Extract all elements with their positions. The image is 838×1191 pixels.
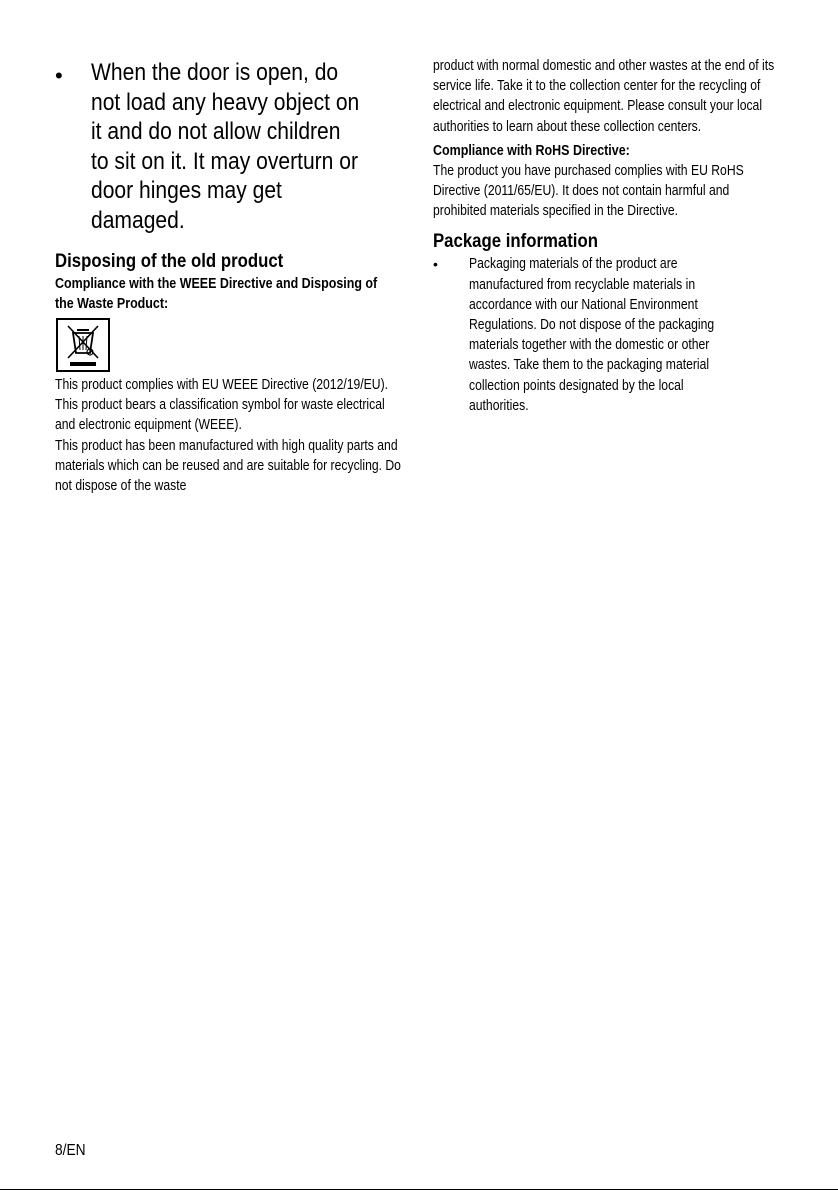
- weee-paragraph-1: This product complies with EU WEEE Directive (2012/19/EU). This product bears a classification symbol for waste electrical and electronic equipment (WEEE).: [55, 377, 389, 434]
- disposing-heading: Disposing of the old product: [55, 250, 284, 272]
- package-heading: Package information: [433, 230, 598, 253]
- weee-paragraph-continued: product with normal domestic and other wastes at the end of its service life. Take it to the collection center for the recycling of electrical and electronic equipment. Please consult your local authorities to learn about these collection centers.: [433, 58, 775, 135]
- left-column: [55, 56, 405, 496]
- package-bullet: [433, 254, 785, 416]
- right-column: [433, 56, 785, 416]
- door-warning-bullet: [55, 58, 405, 235]
- page-number: 8/EN: [55, 1142, 86, 1159]
- bullet-dot: •: [433, 256, 438, 273]
- bottom-rule: [0, 1189, 838, 1190]
- bullet-dot: •: [55, 63, 63, 88]
- rohs-paragraph: The product you have purchased complies with EU RoHS Directive (2011/65/EU). It does not contain harmful and prohibited materials specified in the Directive.: [433, 162, 744, 220]
- door-warning-text: When the door is open, do not load any heavy object on it and do not allow children to sit on it. It may overturn or door hinges may get damaged.: [91, 59, 360, 234]
- weee-paragraph-2: This product has been manufactured with high quality parts and materials which can be reused and are suitable for recycling. Do not dispose of the waste: [55, 437, 401, 495]
- weee-subheading: Compliance with the WEEE Directive and Disposing of the Waste Product:: [55, 276, 378, 312]
- package-bullet-text: Packaging materials of the product are manufactured from recyclable materials in accordance with our National Environment Regulations. Do not dispose of the packaging materials together with the domestic or other wastes. Take them to the packaging material collection points designated by the local authorities.: [469, 256, 715, 414]
- rohs-heading: Compliance with RoHS Directive:: [433, 142, 630, 159]
- crossed-out-wheelie-bin-icon: [56, 318, 110, 372]
